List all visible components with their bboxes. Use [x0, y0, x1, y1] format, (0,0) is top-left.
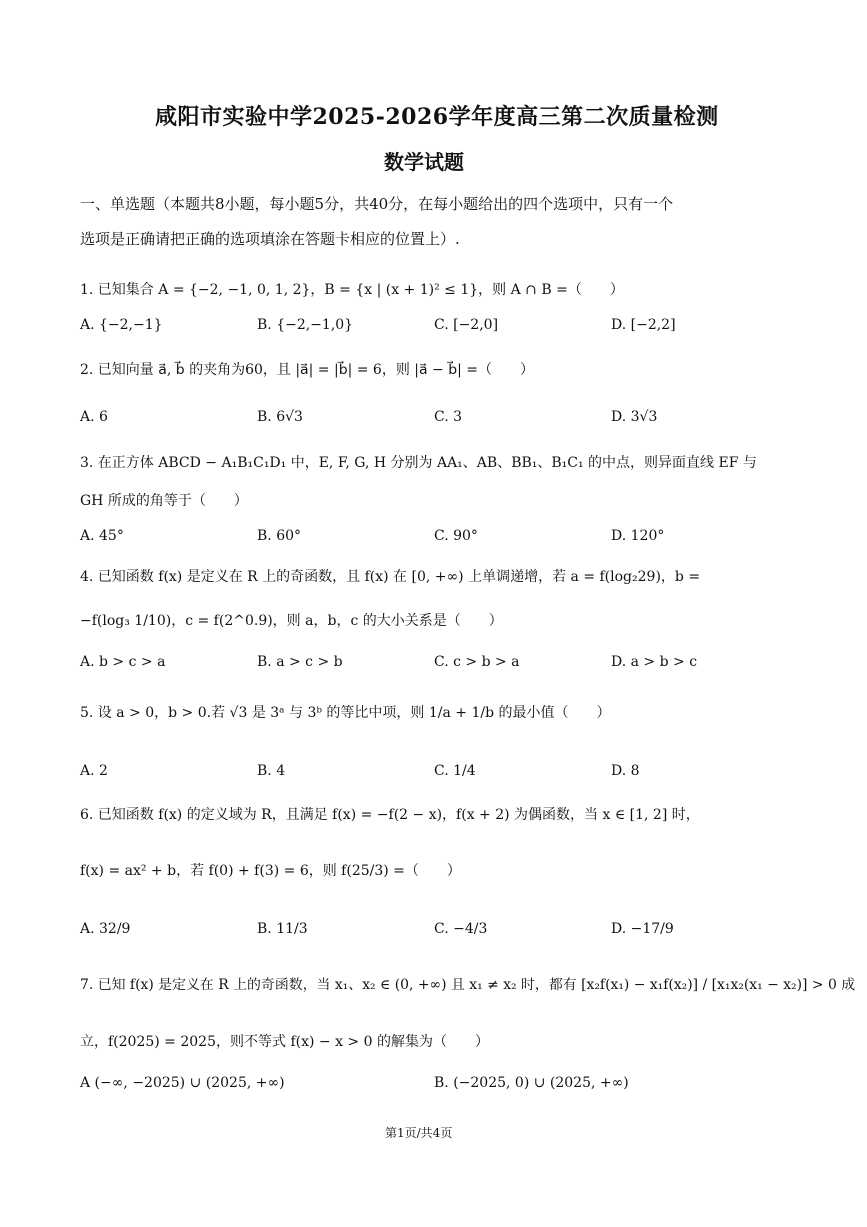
question-6-option-b: B. 11/3	[257, 921, 308, 937]
question-5-stem: 5. 设 a > 0，b > 0.若 √3 是 3ᵃ 与 3ᵇ 的等比中项，则 1/a + 1/b 的最小值（ ）	[80, 705, 611, 721]
question-6-stem-line-1: 6. 已知函数 f(x) 的定义域为 R，且满足 f(x) = −f(2 − x)，f(x + 2) 为偶函数，当 x ∈ [1, 2] 时，	[80, 807, 700, 823]
question-2-option-b: B. 6√3	[257, 409, 303, 425]
section-instruction-line-2: 选项是正确请把正确的选项填涂在答题卡相应的位置上）.	[80, 230, 460, 248]
question-6-stem-line-2: f(x) = ax² + b，若 f(0) + f(3) = 6，则 f(25/3) =（ ）	[80, 863, 461, 879]
question-2-option-d: D. 3√3	[611, 409, 658, 425]
question-2-option-c: C. 3	[434, 409, 463, 425]
exam-title: 咸阳市实验中学2025-2026学年度高三第二次质量检测	[155, 104, 719, 130]
question-4-option-b: B. a > c > b	[257, 654, 343, 670]
question-7-stem-line-1: 7. 已知 f(x) 是定义在 R 上的奇函数，当 x₁、x₂ ∈ (0, +∞) 且 x₁ ≠ x₂ 时，都有 [x₂f(x₁) − x₁f(x₂)] / [x₁x₂(x₁ − x₂)] > 0 成	[80, 977, 856, 993]
question-3-option-b: B. 60°	[257, 528, 302, 544]
question-1-option-b: B. {−2,−1,0}	[257, 317, 354, 333]
question-3-stem-line-1: 3. 在正方体 ABCD − A₁B₁C₁D₁ 中，E, F, G, H 分别为 AA₁、AB、BB₁、B₁C₁ 的中点，则异面直线 EF 与	[80, 455, 757, 471]
question-3-option-a: A. 45°	[80, 528, 124, 544]
question-7-option-b: B. (−2025, 0) ∪ (2025, +∞)	[434, 1075, 629, 1091]
question-3-option-d: D. 120°	[611, 528, 665, 544]
question-4-stem-line-1: 4. 已知函数 f(x) 是定义在 R 上的奇函数，且 f(x) 在 [0, +∞) 上单调递增，若 a = f(log₂29)，b =	[80, 569, 701, 585]
question-5-option-c: C. 1/4	[434, 763, 476, 779]
question-5-option-b: B. 4	[257, 763, 286, 779]
section-instruction-line-1: 一、单选题（本题共8小题，每小题5分，共40分，在每小题给出的四个选项中，只有一个	[80, 195, 674, 213]
question-3-option-c: C. 90°	[434, 528, 478, 544]
question-6-option-a: A. 32/9	[80, 921, 131, 937]
question-6-option-d: D. −17/9	[611, 921, 674, 937]
question-2-option-a: A. 6	[80, 409, 108, 425]
question-7-stem-line-2: 立，f(2025) = 2025，则不等式 f(x) − x > 0 的解集为（ ）	[80, 1034, 489, 1050]
question-4-option-c: C. c > b > a	[434, 654, 520, 670]
question-4-option-d: D. a > b > c	[611, 654, 698, 670]
question-2-stem: 2. 已知向量 a⃗, b⃗ 的夹角为60，且 |a⃗| = |b⃗| = 6，则 |a⃗ − b⃗| =（ ）	[80, 362, 535, 378]
question-1-option-d: D. [−2,2]	[611, 317, 676, 333]
question-6-option-c: C. −4/3	[434, 921, 488, 937]
question-1-option-c: C. [−2,0]	[434, 317, 499, 333]
page-footer: 第1页/共4页	[385, 1126, 453, 1140]
question-5-option-a: A. 2	[80, 763, 108, 779]
question-3-stem-line-2: GH 所成的角等于（ ）	[80, 493, 248, 509]
question-4-stem-line-2: −f(log₃ 1/10)，c = f(2^0.9)，则 a，b，c 的大小关系是（ ）	[80, 613, 503, 629]
question-5-option-d: D. 8	[611, 763, 640, 779]
question-4-option-a: A. b > c > a	[80, 654, 166, 670]
question-1-stem: 1. 已知集合 A = {−2, −1, 0, 1, 2}，B = {x | (x + 1)² ≤ 1}，则 A ∩ B =（ ）	[80, 282, 624, 298]
question-1-option-a: A. {−2,−1}	[80, 317, 163, 333]
exam-subtitle: 数学试题	[384, 150, 464, 174]
question-7-option-a: A (−∞, −2025) ∪ (2025, +∞)	[80, 1075, 285, 1091]
